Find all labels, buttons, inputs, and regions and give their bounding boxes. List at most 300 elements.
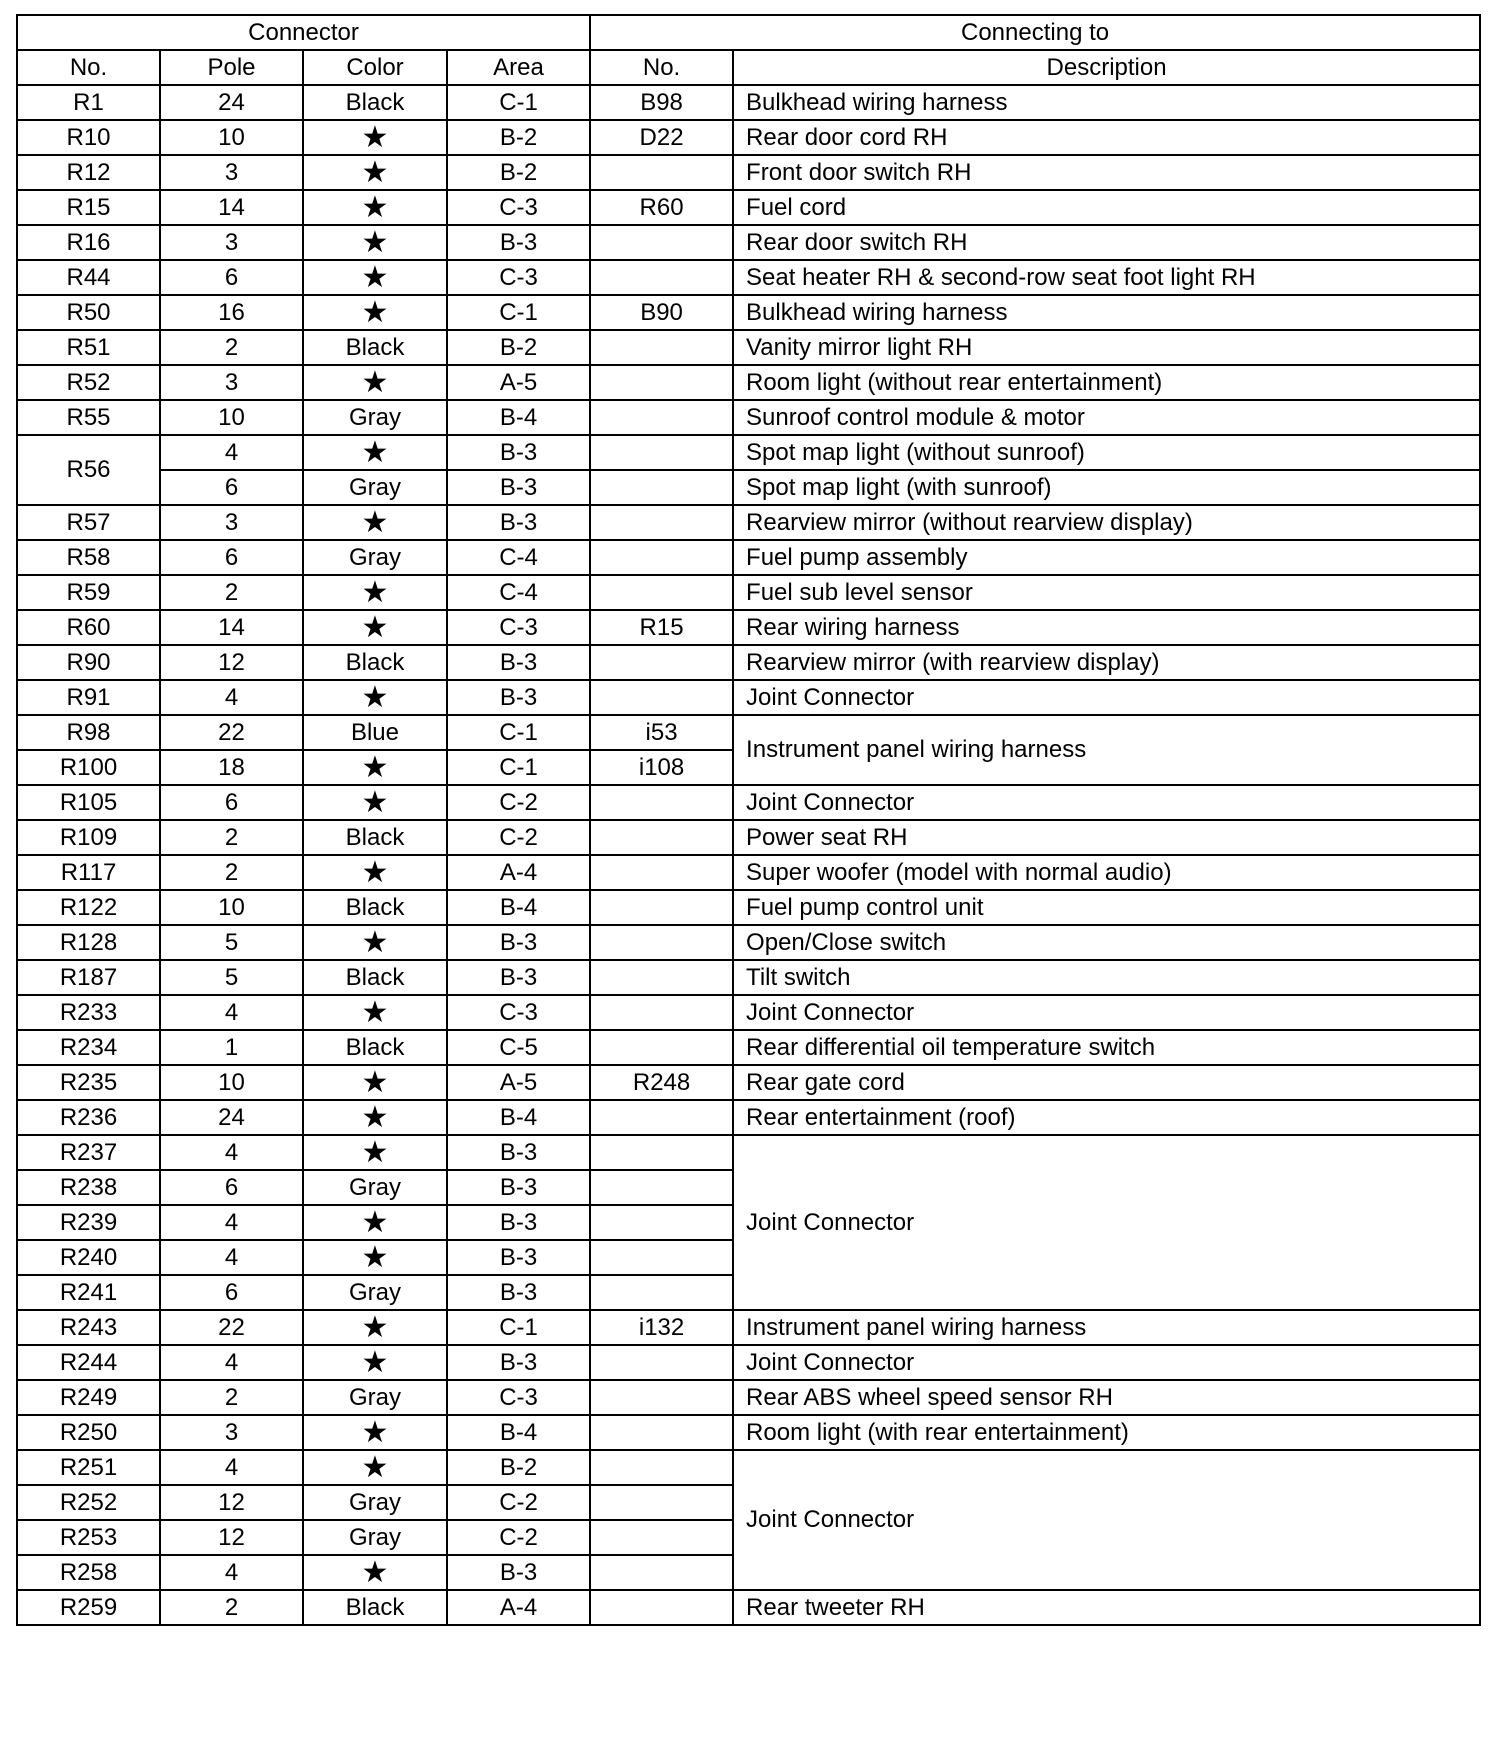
table-row — [17, 680, 1480, 715]
color-cell: Gray — [303, 540, 447, 575]
connecting-to-no-cell — [590, 1485, 733, 1520]
description-cell: Front door switch RH — [733, 155, 1480, 190]
area-cell: C-2 — [447, 820, 590, 855]
table-row — [17, 960, 1480, 995]
pole-cell: 6 — [160, 540, 303, 575]
area-cell: B-3 — [447, 1555, 590, 1590]
connecting-to-no-cell — [590, 890, 733, 925]
color-star-cell: ★ — [303, 855, 447, 890]
table-row — [17, 190, 1480, 225]
pole-cell: 14 — [160, 190, 303, 225]
connector-no-cell: R252 — [17, 1485, 160, 1520]
connecting-to-no-cell — [590, 365, 733, 400]
color-star-cell: ★ — [303, 680, 447, 715]
color-star-cell: ★ — [303, 1100, 447, 1135]
color-star-cell: ★ — [303, 365, 447, 400]
area-cell: B-2 — [447, 120, 590, 155]
area-cell: C-3 — [447, 610, 590, 645]
pole-cell: 6 — [160, 785, 303, 820]
description-cell: Joint Connector — [733, 680, 1480, 715]
column-header-no: No. — [17, 50, 160, 85]
table-row — [17, 1345, 1480, 1380]
color-star-cell: ★ — [303, 1415, 447, 1450]
table-row — [17, 435, 1480, 470]
description-cell: Rear ABS wheel speed sensor RH — [733, 1380, 1480, 1415]
color-star-cell: ★ — [303, 435, 447, 470]
pole-cell: 14 — [160, 610, 303, 645]
connector-no-cell: R91 — [17, 680, 160, 715]
connecting-to-no-cell — [590, 960, 733, 995]
color-cell: Gray — [303, 1380, 447, 1415]
area-cell: C-4 — [447, 540, 590, 575]
description-cell: Vanity mirror light RH — [733, 330, 1480, 365]
table-row — [17, 1415, 1480, 1450]
connector-no-cell: R249 — [17, 1380, 160, 1415]
area-cell: C-1 — [447, 295, 590, 330]
color-star-cell: ★ — [303, 1345, 447, 1380]
description-cell: Rear wiring harness — [733, 610, 1480, 645]
pole-cell: 2 — [160, 820, 303, 855]
connector-no-cell: R244 — [17, 1345, 160, 1380]
connector-no-cell: R128 — [17, 925, 160, 960]
table-row — [17, 855, 1480, 890]
description-cell: Joint Connector — [733, 785, 1480, 820]
description-cell: Tilt switch — [733, 960, 1480, 995]
table-row — [17, 120, 1480, 155]
pole-cell: 16 — [160, 295, 303, 330]
description-cell: Bulkhead wiring harness — [733, 85, 1480, 120]
connecting-to-no-cell — [590, 575, 733, 610]
connecting-to-no-cell — [590, 1590, 733, 1625]
color-cell: Gray — [303, 400, 447, 435]
connector-no-cell: R117 — [17, 855, 160, 890]
area-cell: B-2 — [447, 330, 590, 365]
color-cell: Black — [303, 85, 447, 120]
color-cell: Gray — [303, 1520, 447, 1555]
color-cell: Black — [303, 1030, 447, 1065]
color-star-cell: ★ — [303, 505, 447, 540]
group-header-row — [17, 15, 1480, 50]
connector-no-cell: R51 — [17, 330, 160, 365]
pole-cell: 10 — [160, 890, 303, 925]
connector-no-cell: R241 — [17, 1275, 160, 1310]
pole-cell: 4 — [160, 1135, 303, 1170]
color-cell: Black — [303, 890, 447, 925]
pole-cell: 5 — [160, 925, 303, 960]
description-cell: Bulkhead wiring harness — [733, 295, 1480, 330]
color-star-cell: ★ — [303, 225, 447, 260]
color-star-cell: ★ — [303, 1135, 447, 1170]
connecting-to-no-cell: B90 — [590, 295, 733, 330]
connecting-to-no-cell — [590, 1170, 733, 1205]
area-cell: C-3 — [447, 190, 590, 225]
area-cell: C-3 — [447, 995, 590, 1030]
area-cell: A-5 — [447, 365, 590, 400]
pole-cell: 2 — [160, 1380, 303, 1415]
area-cell: B-4 — [447, 1415, 590, 1450]
area-cell: B-3 — [447, 1170, 590, 1205]
color-cell: Black — [303, 330, 447, 365]
pole-cell: 4 — [160, 1450, 303, 1485]
color-cell: Blue — [303, 715, 447, 750]
area-cell: A-5 — [447, 1065, 590, 1100]
pole-cell: 10 — [160, 400, 303, 435]
area-cell: B-4 — [447, 1100, 590, 1135]
area-cell: A-4 — [447, 855, 590, 890]
color-cell: Black — [303, 1590, 447, 1625]
description-cell: Fuel sub level sensor — [733, 575, 1480, 610]
connecting-to-no-cell — [590, 785, 733, 820]
area-cell: C-5 — [447, 1030, 590, 1065]
table-row — [17, 785, 1480, 820]
description-cell: Open/Close switch — [733, 925, 1480, 960]
connector-no-cell: R109 — [17, 820, 160, 855]
color-cell: Black — [303, 960, 447, 995]
pole-cell: 5 — [160, 960, 303, 995]
description-cell: Seat heater RH & second-row seat foot light RH — [733, 260, 1480, 295]
description-cell: Rear gate cord — [733, 1065, 1480, 1100]
connecting-to-no-cell — [590, 1450, 733, 1485]
connecting-to-no-cell: i132 — [590, 1310, 733, 1345]
pole-cell: 2 — [160, 575, 303, 610]
column-header-description: Description — [733, 50, 1480, 85]
table-row — [17, 1100, 1480, 1135]
table-row — [17, 575, 1480, 610]
connector-no-cell: R258 — [17, 1555, 160, 1590]
color-star-cell: ★ — [303, 575, 447, 610]
area-cell: C-2 — [447, 1520, 590, 1555]
area-cell: B-3 — [447, 645, 590, 680]
connector-no-cell: R233 — [17, 995, 160, 1030]
pole-cell: 4 — [160, 995, 303, 1030]
area-cell: B-3 — [447, 960, 590, 995]
color-star-cell: ★ — [303, 925, 447, 960]
area-cell: B-3 — [447, 505, 590, 540]
pole-cell: 3 — [160, 505, 303, 540]
area-cell: C-3 — [447, 1380, 590, 1415]
area-cell: B-2 — [447, 155, 590, 190]
table-row — [17, 260, 1480, 295]
area-cell: B-3 — [447, 1345, 590, 1380]
description-cell: Fuel cord — [733, 190, 1480, 225]
description-cell: Rear door switch RH — [733, 225, 1480, 260]
connector-no-cell: R235 — [17, 1065, 160, 1100]
connecting-to-no-cell — [590, 1030, 733, 1065]
description-cell: Rearview mirror (with rearview display) — [733, 645, 1480, 680]
description-cell: Joint Connector — [733, 1135, 1480, 1310]
table-row — [17, 505, 1480, 540]
connector-no-cell: R243 — [17, 1310, 160, 1345]
pole-cell: 6 — [160, 260, 303, 295]
table-row — [17, 1030, 1480, 1065]
area-cell: B-3 — [447, 925, 590, 960]
color-star-cell: ★ — [303, 295, 447, 330]
pole-cell: 1 — [160, 1030, 303, 1065]
connector-no-cell: R238 — [17, 1170, 160, 1205]
pole-cell: 12 — [160, 1520, 303, 1555]
pole-cell: 22 — [160, 1310, 303, 1345]
description-cell: Joint Connector — [733, 995, 1480, 1030]
connector-no-cell: R16 — [17, 225, 160, 260]
description-cell: Fuel pump assembly — [733, 540, 1480, 575]
color-cell: Gray — [303, 1170, 447, 1205]
pole-cell: 3 — [160, 225, 303, 260]
connector-no-cell: R15 — [17, 190, 160, 225]
area-cell: B-2 — [447, 1450, 590, 1485]
connecting-to-no-cell — [590, 995, 733, 1030]
connecting-to-no-cell — [590, 680, 733, 715]
color-star-cell: ★ — [303, 1240, 447, 1275]
area-cell: B-3 — [447, 225, 590, 260]
connecting-to-no-cell — [590, 1135, 733, 1170]
connecting-to-group-header: Connecting to — [590, 15, 1480, 50]
color-cell: Black — [303, 645, 447, 680]
table-row — [17, 715, 1480, 750]
pole-cell: 24 — [160, 85, 303, 120]
connecting-to-no-cell — [590, 855, 733, 890]
pole-cell: 4 — [160, 1205, 303, 1240]
connecting-to-no-cell — [590, 1100, 733, 1135]
connector-no-cell: R259 — [17, 1590, 160, 1625]
table-row — [17, 85, 1480, 120]
pole-cell: 10 — [160, 120, 303, 155]
connector-no-cell: R253 — [17, 1520, 160, 1555]
connecting-to-no-cell — [590, 1240, 733, 1275]
description-cell: Power seat RH — [733, 820, 1480, 855]
connector-no-cell: R52 — [17, 365, 160, 400]
connecting-to-no-cell — [590, 435, 733, 470]
color-cell: Black — [303, 820, 447, 855]
description-cell: Rear tweeter RH — [733, 1590, 1480, 1625]
color-star-cell: ★ — [303, 1450, 447, 1485]
connecting-to-no-cell — [590, 505, 733, 540]
color-star-cell: ★ — [303, 120, 447, 155]
color-star-cell: ★ — [303, 155, 447, 190]
connecting-to-no-cell — [590, 925, 733, 960]
area-cell: B-3 — [447, 435, 590, 470]
connecting-to-no-cell — [590, 1205, 733, 1240]
connector-no-cell: R105 — [17, 785, 160, 820]
area-cell: C-4 — [447, 575, 590, 610]
table-body — [17, 85, 1480, 1625]
connecting-to-no-cell — [590, 260, 733, 295]
column-header-row — [17, 50, 1480, 85]
connector-no-cell: R90 — [17, 645, 160, 680]
pole-cell: 4 — [160, 680, 303, 715]
area-cell: B-4 — [447, 400, 590, 435]
table-row — [17, 365, 1480, 400]
connecting-to-no-cell — [590, 1415, 733, 1450]
area-cell: B-4 — [447, 890, 590, 925]
color-cell: Gray — [303, 1485, 447, 1520]
table-row — [17, 1380, 1480, 1415]
connecting-to-no-cell — [590, 645, 733, 680]
table-row — [17, 995, 1480, 1030]
table-row — [17, 1135, 1480, 1170]
connector-no-cell: R58 — [17, 540, 160, 575]
connector-no-cell: R44 — [17, 260, 160, 295]
connecting-to-no-cell — [590, 400, 733, 435]
pole-cell: 3 — [160, 1415, 303, 1450]
area-cell: C-1 — [447, 1310, 590, 1345]
description-cell: Rear differential oil temperature switch — [733, 1030, 1480, 1065]
connecting-to-no-cell: R60 — [590, 190, 733, 225]
column-header-area: Area — [447, 50, 590, 85]
description-cell: Super woofer (model with normal audio) — [733, 855, 1480, 890]
description-cell: Rear door cord RH — [733, 120, 1480, 155]
connector-no-cell: R100 — [17, 750, 160, 785]
table-row — [17, 820, 1480, 855]
connecting-to-no-cell — [590, 1520, 733, 1555]
connector-no-cell: R236 — [17, 1100, 160, 1135]
area-cell: C-1 — [447, 750, 590, 785]
connector-group-header: Connector — [17, 15, 590, 50]
pole-cell: 6 — [160, 1170, 303, 1205]
table-row — [17, 1065, 1480, 1100]
pole-cell: 12 — [160, 645, 303, 680]
area-cell: C-2 — [447, 1485, 590, 1520]
table-row — [17, 155, 1480, 190]
color-star-cell: ★ — [303, 1310, 447, 1345]
table-row — [17, 610, 1480, 645]
connecting-to-no-cell: i53 — [590, 715, 733, 750]
connector-no-cell: R59 — [17, 575, 160, 610]
connector-no-cell: R251 — [17, 1450, 160, 1485]
connecting-to-no-cell — [590, 820, 733, 855]
table-row — [17, 925, 1480, 960]
description-cell: Joint Connector — [733, 1345, 1480, 1380]
connector-no-cell: R55 — [17, 400, 160, 435]
connector-no-cell: R234 — [17, 1030, 160, 1065]
area-cell: B-3 — [447, 680, 590, 715]
description-cell: Instrument panel wiring harness — [733, 715, 1480, 785]
description-cell: Instrument panel wiring harness — [733, 1310, 1480, 1345]
color-star-cell: ★ — [303, 1065, 447, 1100]
pole-cell: 4 — [160, 1345, 303, 1380]
connecting-to-no-cell — [590, 330, 733, 365]
color-star-cell: ★ — [303, 750, 447, 785]
column-header-pole: Pole — [160, 50, 303, 85]
color-star-cell: ★ — [303, 610, 447, 645]
column-header-to-no: No. — [590, 50, 733, 85]
connector-no-cell: R1 — [17, 85, 160, 120]
table-header — [17, 15, 1480, 85]
pole-cell: 4 — [160, 435, 303, 470]
connector-no-cell: R122 — [17, 890, 160, 925]
table-row — [17, 225, 1480, 260]
color-star-cell: ★ — [303, 1555, 447, 1590]
table-row — [17, 400, 1480, 435]
connecting-to-no-cell — [590, 225, 733, 260]
connecting-to-no-cell: D22 — [590, 120, 733, 155]
color-star-cell: ★ — [303, 190, 447, 225]
area-cell: C-1 — [447, 85, 590, 120]
connecting-to-no-cell: R248 — [590, 1065, 733, 1100]
connecting-to-no-cell: R15 — [590, 610, 733, 645]
connecting-to-no-cell — [590, 1380, 733, 1415]
description-cell: Spot map light (with sunroof) — [733, 470, 1480, 505]
description-cell: Room light (with rear entertainment) — [733, 1415, 1480, 1450]
area-cell: C-2 — [447, 785, 590, 820]
color-star-cell: ★ — [303, 785, 447, 820]
color-star-cell: ★ — [303, 995, 447, 1030]
connector-no-cell: R50 — [17, 295, 160, 330]
area-cell: B-3 — [447, 1240, 590, 1275]
pole-cell: 18 — [160, 750, 303, 785]
pole-cell: 4 — [160, 1555, 303, 1590]
description-cell: Room light (without rear entertainment) — [733, 365, 1480, 400]
table-row — [17, 1310, 1480, 1345]
color-star-cell: ★ — [303, 260, 447, 295]
area-cell: C-1 — [447, 715, 590, 750]
pole-cell: 2 — [160, 330, 303, 365]
pole-cell: 22 — [160, 715, 303, 750]
area-cell: B-3 — [447, 470, 590, 505]
area-cell: C-3 — [447, 260, 590, 295]
pole-cell: 4 — [160, 1240, 303, 1275]
pole-cell: 10 — [160, 1065, 303, 1100]
connector-no-cell: R240 — [17, 1240, 160, 1275]
connecting-to-no-cell — [590, 1555, 733, 1590]
connector-no-cell: R250 — [17, 1415, 160, 1450]
connecting-to-no-cell — [590, 470, 733, 505]
connecting-to-no-cell — [590, 155, 733, 190]
connecting-to-no-cell — [590, 1275, 733, 1310]
description-cell: Sunroof control module & motor — [733, 400, 1480, 435]
pole-cell: 3 — [160, 155, 303, 190]
pole-cell: 2 — [160, 1590, 303, 1625]
connecting-to-no-cell — [590, 540, 733, 575]
connector-no-cell: R239 — [17, 1205, 160, 1240]
pole-cell: 2 — [160, 855, 303, 890]
description-cell: Rearview mirror (without rearview display) — [733, 505, 1480, 540]
pole-cell: 6 — [160, 470, 303, 505]
pole-cell: 3 — [160, 365, 303, 400]
table-row — [17, 330, 1480, 365]
area-cell: A-4 — [447, 1590, 590, 1625]
color-star-cell: ★ — [303, 1205, 447, 1240]
connector-no-cell: R12 — [17, 155, 160, 190]
connector-no-cell: R60 — [17, 610, 160, 645]
connecting-to-no-cell — [590, 1345, 733, 1380]
connector-no-cell: R237 — [17, 1135, 160, 1170]
description-cell: Rear entertainment (roof) — [733, 1100, 1480, 1135]
table-row — [17, 295, 1480, 330]
table-row — [17, 890, 1480, 925]
pole-cell: 6 — [160, 1275, 303, 1310]
pole-cell: 24 — [160, 1100, 303, 1135]
column-header-color: Color — [303, 50, 447, 85]
description-cell: Spot map light (without sunroof) — [733, 435, 1480, 470]
connector-table — [16, 14, 1481, 1626]
color-cell: Gray — [303, 1275, 447, 1310]
connecting-to-no-cell: B98 — [590, 85, 733, 120]
table-row — [17, 540, 1480, 575]
table-row — [17, 470, 1480, 505]
description-cell: Joint Connector — [733, 1450, 1480, 1590]
table-row — [17, 1450, 1480, 1485]
description-cell: Fuel pump control unit — [733, 890, 1480, 925]
connecting-to-no-cell: i108 — [590, 750, 733, 785]
table-row — [17, 1590, 1480, 1625]
color-cell: Gray — [303, 470, 447, 505]
connector-no-cell: R57 — [17, 505, 160, 540]
area-cell: B-3 — [447, 1275, 590, 1310]
pole-cell: 12 — [160, 1485, 303, 1520]
connector-no-cell: R98 — [17, 715, 160, 750]
area-cell: B-3 — [447, 1135, 590, 1170]
table-row — [17, 645, 1480, 680]
